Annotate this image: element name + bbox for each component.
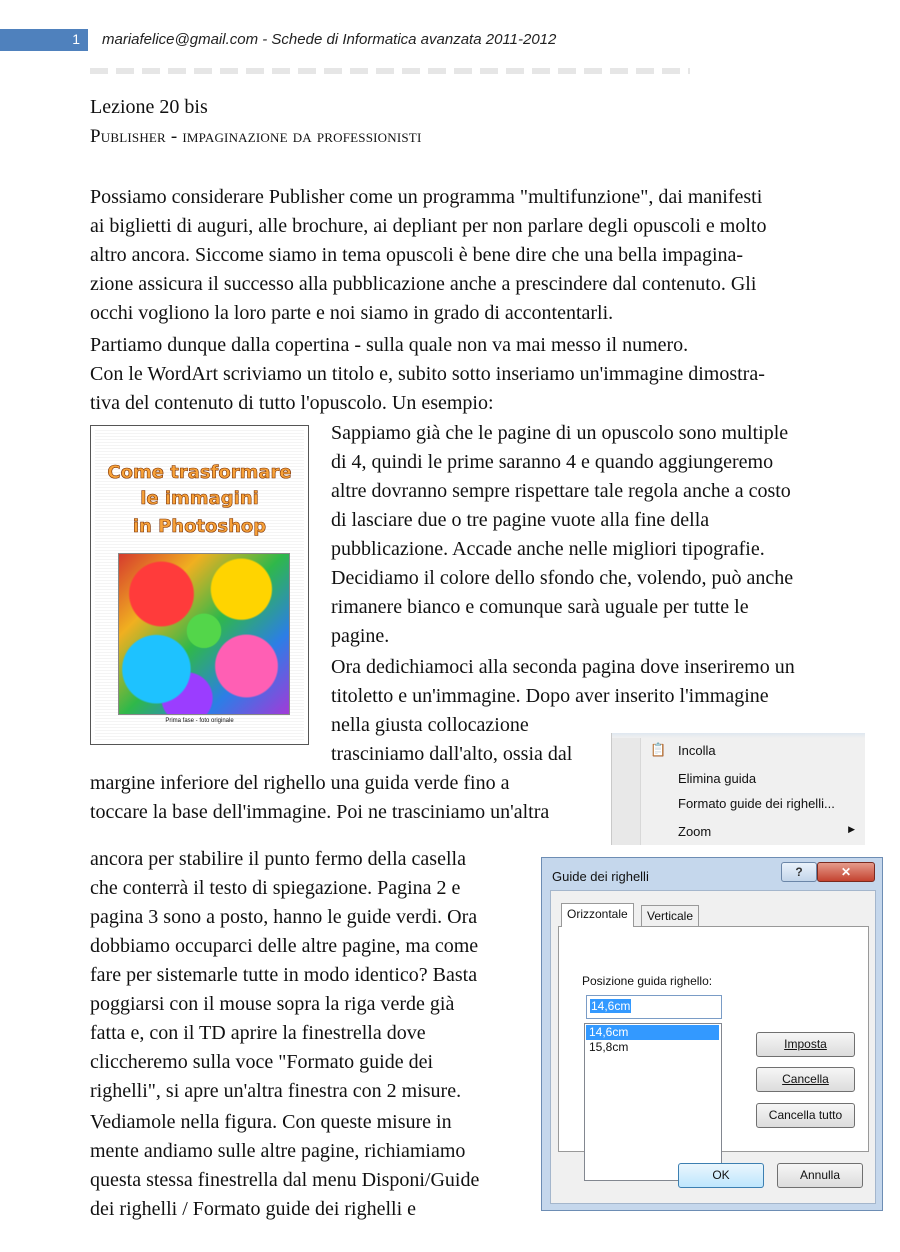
body-line: di lasciare due o tre pagine vuote alla fine della (331, 509, 710, 531)
imposta-button[interactable] (756, 1032, 855, 1057)
body-line: rimanere bianco e comunque sarà uguale per tutte le (331, 596, 749, 618)
page-number-box (0, 29, 88, 51)
body-line: ai biglietti di auguri, alle brochure, ai depliant per non parlare degli opuscoli e molto (90, 215, 767, 237)
dialog-title: Guide dei righelli (552, 869, 649, 884)
body-line: altro ancora. Siccome siamo in tema opuscoli è bene dire che una bella impagina- (90, 244, 744, 266)
body-line: toccare la base dell'immagine. Poi ne trasciniamo un'altra (90, 801, 550, 823)
imposta-label: Imposta (784, 1037, 827, 1051)
body-line: occhi vogliono la loro parte e noi siamo in grado di accontentarli. (90, 302, 614, 324)
wordart-line: le immagini (140, 488, 259, 509)
body-line: di 4, quindi le prime saranno 4 e quando aggiungeremo (331, 451, 774, 473)
roses-photo (118, 553, 290, 715)
cover-caption: Prima fase - foto originale (165, 718, 234, 724)
body-line: nella giusta collocazione (331, 714, 529, 736)
body-line: altre dovranno sempre rispettare tale regola anche a costo (331, 480, 791, 502)
body-line: Possiamo considerare Publisher come un programma "multifunzione", dai manifesti (90, 186, 763, 208)
header-divider (90, 68, 690, 74)
menu-item-elimina-guida[interactable]: Elimina guida (678, 771, 757, 786)
body-line: trasciniamo dall'alto, ossia dal (331, 743, 573, 765)
close-button[interactable]: ✕ (817, 862, 875, 882)
body-line: dei righelli / Formato guide dei righelli e (90, 1198, 417, 1220)
page-number: 1 (72, 31, 80, 47)
wordart-line: in Photoshop (132, 516, 267, 537)
menu-icon-column (612, 738, 641, 845)
cancella-tutto-label: Cancella tutto (768, 1108, 843, 1122)
body-line: Sappiamo già che le pagine di un opuscolo sono multiple (331, 422, 789, 444)
menu-item-incolla[interactable]: Incolla (678, 743, 716, 758)
wordart-line: Come trasformare (107, 462, 292, 483)
cancella-label: Cancella (782, 1072, 829, 1086)
positions-list[interactable] (584, 1023, 722, 1181)
body-line: Decidiamo il colore dello sfondo che, volendo, può anche (331, 567, 794, 589)
submenu-arrow-icon: ▶ (848, 824, 855, 834)
list-item[interactable]: 14,6cm (586, 1025, 719, 1040)
position-input-value: 14,6cm (591, 999, 631, 1013)
cancella-button[interactable] (756, 1067, 855, 1092)
annulla-button[interactable]: Annulla (777, 1163, 863, 1188)
body-line: Vediamole nella figura. Con queste misure in (90, 1111, 452, 1133)
tab-verticale[interactable]: Verticale (641, 905, 699, 926)
body-line: fatta e, con il TD aprire la finestrella dove (90, 1022, 426, 1044)
menu-item-zoom[interactable]: Zoom (678, 824, 712, 839)
body-line: margine inferiore del righello una guida verde fino a (90, 772, 510, 794)
body-line: pagina 3 sono a posto, hanno le guide verdi. Ora (90, 906, 478, 928)
context-menu (611, 733, 865, 845)
lesson-subtitle: Publisher - impaginazione da professionisti (90, 126, 422, 147)
body-line: poggiarsi con il mouse sopra la riga verde già (90, 993, 455, 1015)
body-line: Con le WordArt scriviamo un titolo e, subito sotto inseriamo un'immagine dimostra- (90, 363, 765, 385)
body-line: cliccheremo sulla voce "Formato guide dei (90, 1051, 434, 1073)
body-line: che conterrà il testo di spiegazione. Pagina 2 e (90, 877, 461, 899)
list-item[interactable]: 15,8cm (589, 1040, 629, 1054)
body-line: titoletto e un'immagine. Dopo aver inserito l'immagine (331, 685, 769, 707)
paste-icon: 📋 (650, 742, 667, 757)
body-line: dobbiamo occuparci delle altre pagine, ma come (90, 935, 479, 957)
lesson-title: Lezione 20 bis (90, 96, 208, 118)
cancella-tutto-button[interactable] (756, 1103, 855, 1128)
ok-button[interactable]: OK (678, 1163, 764, 1188)
body-line: ancora per stabilire il punto fermo della casella (90, 848, 466, 870)
body-line: Ora dedichiamoci alla seconda pagina dove inseriremo un (331, 656, 795, 678)
body-line: Partiamo dunque dalla copertina - sulla quale non va mai messo il numero. (90, 334, 689, 356)
body-line: pubblicazione. Accade anche nelle migliori tipografie. (331, 538, 765, 560)
menu-top-edge (612, 733, 865, 738)
body-line: questa stessa finestrella dal menu Disponi/Guide (90, 1169, 480, 1191)
cover-image (90, 425, 309, 745)
help-button[interactable]: ? (781, 862, 817, 882)
body-line: tiva del contenuto di tutto l'opuscolo. Un esempio: (90, 392, 494, 414)
position-input[interactable] (586, 995, 722, 1019)
ruler-guides-dialog (541, 857, 883, 1211)
dialog-body (550, 890, 876, 1204)
position-label: Posizione guida righello: (582, 974, 713, 988)
body-line: righelli", si apre un'altra finestra con 2 misure. (90, 1080, 462, 1102)
body-line: zione assicura il successo alla pubblicazione anche a prescindere dal contenuto. Gli (90, 273, 757, 295)
tab-panel (558, 926, 869, 1152)
menu-item-formato-guide[interactable]: Formato guide dei righelli... (678, 796, 835, 811)
body-line: fare per sistemarle tutte in modo identico? Basta (90, 964, 478, 986)
tab-orizzontale[interactable]: Orizzontale (561, 903, 634, 927)
body-line: mente andiamo sulle altre pagine, richiamiamo (90, 1140, 466, 1162)
body-line: pagine. (331, 625, 390, 647)
page-header: mariafelice@gmail.com - Schede di Informatica avanzata 2011-2012 (102, 31, 557, 48)
